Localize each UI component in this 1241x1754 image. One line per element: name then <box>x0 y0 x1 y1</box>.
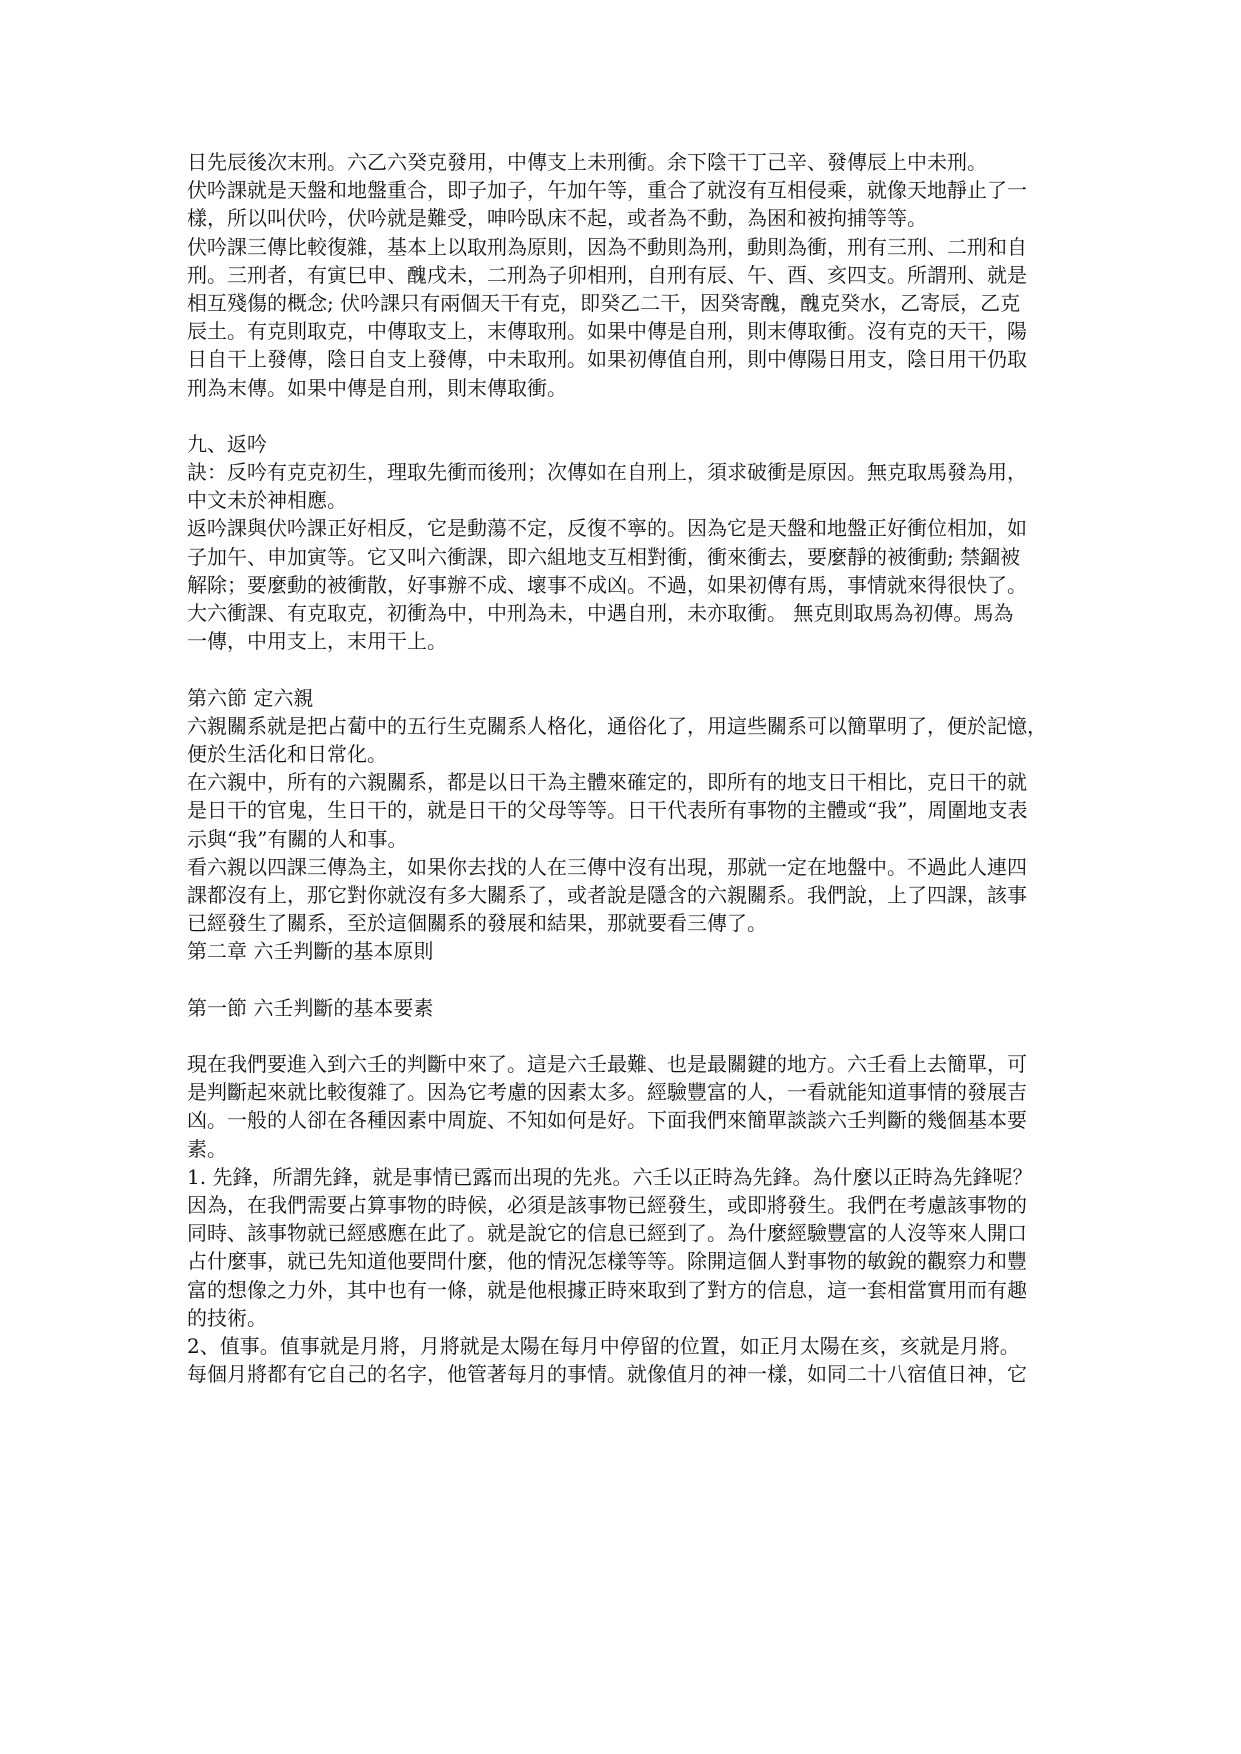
paragraph <box>187 176 1054 232</box>
paragraph <box>187 458 1054 514</box>
text-line: 已經發生了關系，至於這個關系的發展和結果，那就要看三傳了。 <box>187 911 767 936</box>
text-line: 占什麼事，就已先知道他要問什麼，他的情況怎樣等等。除開這個人對事物的敏銳的觀察力和豐 <box>187 1249 1027 1274</box>
text-line: 第六節 定六親 <box>187 685 314 710</box>
blank-line <box>187 655 1054 683</box>
paragraph <box>187 1050 1054 1163</box>
text-line: 素。 <box>187 1136 227 1161</box>
text-line: 2、值事。值事就是月將，月將就是太陽在每月中停留的位置，如正月太陽在亥，亥就是月將。 <box>187 1333 1020 1358</box>
text-line: 六親關系就是把占蔔中的五行生克關系人格化，通俗化了，用這些關系可以簡單明了，便於記憶， <box>187 713 1047 738</box>
text-line: 日自干上發傳，陰日自支上發傳，中未取刑。如果初傳值自刑，則中傳陽日用支，陰日用干仍取 <box>187 347 1027 372</box>
text-line: 日先辰後次末刑。六乙六癸克發用，中傳支上未刑衝。余下陰干丁己辛、發傳辰上中未刑。 <box>187 150 987 174</box>
text-line: 現在我們要進入到六壬的判斷中來了。這是六壬最難、也是最關鍵的地方。六壬看上去簡單，可 <box>187 1052 1027 1076</box>
text-line: 示與“我”有關的人和事。 <box>187 826 408 851</box>
paragraph <box>187 514 1054 655</box>
text-line: 子加午、申加寅等。它又叫六衝課，即六組地支互相對衝，衝來衝去，要麼靜的被衝動; 禁錮被 <box>187 544 1021 569</box>
text-line: 伏吟課就是天盤和地盤重合，即子加子，午加午等，重合了就沒有互相侵乘，就像天地靜止了一 <box>187 178 1027 203</box>
text-line: 第一節 六壬判斷的基本要素 <box>187 995 434 1020</box>
paragraph <box>187 1332 1054 1388</box>
text-line: 刑為末傳。如果中傳是自刑，則末傳取衝。 <box>187 375 567 400</box>
text-line: 解除；要麼動的被衝散，好事辦不成、壞事不成凶。不過，如果初傳有馬，事情就來得很快了。 <box>187 572 1027 597</box>
document-body <box>187 148 1054 1388</box>
text-line: 同時、該事物就已經感應在此了。就是說它的信息已經到了。為什麼經驗豐富的人沒等來人開口 <box>187 1221 1027 1246</box>
text-line: 每個月將都有它自己的名字，他管著每月的事情。就像值月的神一樣，如同二十八宿值日神，它 <box>187 1362 1027 1387</box>
text-line: 大六衝課、有克取克，初衝為中，中刑為未，中遇自刑，未亦取衝。 無克則取馬為初傳。馬為 <box>187 601 1014 625</box>
text-line: 第二章 六壬判斷的基本原則 <box>187 939 434 964</box>
text-line: 便於生活化和日常化。 <box>187 741 387 766</box>
paragraph <box>187 233 1054 402</box>
text-line: 返吟課與伏吟課正好相反，它是動蕩不定，反復不寧的。因為它是天盤和地盤正好衝位相加，如 <box>187 516 1027 541</box>
text-line: 是判斷起來就比較復雜了。因為它考慮的因素太多。經驗豐富的人，一看就能知道事情的發展吉 <box>187 1080 1027 1105</box>
text-line: 的技術。 <box>187 1305 267 1330</box>
text-line: 1. 先鋒，所謂先鋒，就是事情已露而出現的先兆。六壬以正時為先鋒。為什麼以正時為先鋒呢？ <box>187 1164 1033 1189</box>
text-line: 課都沒有上，那它對你就沒有多大關系了，或者說是隱含的六親關系。我們說，上了四課，該事 <box>187 882 1027 907</box>
text-line: 是日干的官鬼，生日干的，就是日干的父母等等。日干代表所有事物的主體或“我”，周圍地支表 <box>187 798 1028 823</box>
paragraph <box>187 1163 1054 1332</box>
paragraph <box>187 712 1054 768</box>
paragraph <box>187 853 1054 938</box>
text-line: 因為，在我們需要占算事物的時候，必須是該事物已經發生，或即將發生。我們在考慮該事物的 <box>187 1192 1027 1217</box>
paragraph <box>187 148 1054 176</box>
blank-line <box>187 965 1054 993</box>
text-line: 樣，所以叫伏吟，伏吟就是難受，呻吟臥床不起，或者為不動，為困和被拘捕等等。 <box>187 206 927 231</box>
paragraph <box>187 994 1054 1022</box>
document-page <box>187 148 1054 1388</box>
blank-line <box>187 402 1054 430</box>
text-line: 看六親以四課三傳為主，如果你去找的人在三傳中沒有出現，那就一定在地盤中。不過此人連四 <box>187 854 1027 879</box>
text-line: 訣：反吟有克克初生，理取先衝而後刑；次傳如在自刑上，須求破衝是原因。無克取馬發為用， <box>187 460 1027 485</box>
text-line: 一傳，中用支上，末用干上。 <box>187 629 447 654</box>
blank-line <box>187 1022 1054 1050</box>
text-line: 九、返吟 <box>187 431 267 456</box>
text-line: 富的想像之力外，其中也有一條，就是他根據正時來取到了對方的信息，這一套相當實用而有趣 <box>187 1277 1027 1302</box>
paragraph <box>187 937 1054 965</box>
paragraph <box>187 430 1054 458</box>
paragraph <box>187 768 1054 853</box>
paragraph <box>187 684 1054 712</box>
text-line: 刑。三刑者，有寅巳申、醜戌未，二刑為子卯相刑，自刑有辰、午、酉、亥四支。所謂刑、就是 <box>187 262 1027 287</box>
text-line: 在六親中，所有的六親關系，都是以日干為主體來確定的，即所有的地支日干相比，克日干的就 <box>187 770 1027 795</box>
text-line: 中文未於神相應。 <box>187 488 347 513</box>
text-line: 辰土。有克則取克，中傳取支上，末傳取刑。如果中傳是自刑，則末傳取衝。沒有克的天干，陽 <box>187 319 1027 344</box>
text-line: 伏吟課三傳比較復雜，基本上以取刑為原則，因為不動則為刑，動則為衝，刑有三刑、二刑和自 <box>187 234 1027 259</box>
text-line: 凶。一般的人卻在各種因素中周旋、不知如何是好。下面我們來簡單談談六壬判斷的幾個基本要 <box>187 1108 1027 1133</box>
text-line: 相互殘傷的概念; 伏吟課只有兩個天干有克，即癸乙二干，因癸寄醜，醜克癸水，乙寄辰，乙克 <box>187 290 1021 315</box>
